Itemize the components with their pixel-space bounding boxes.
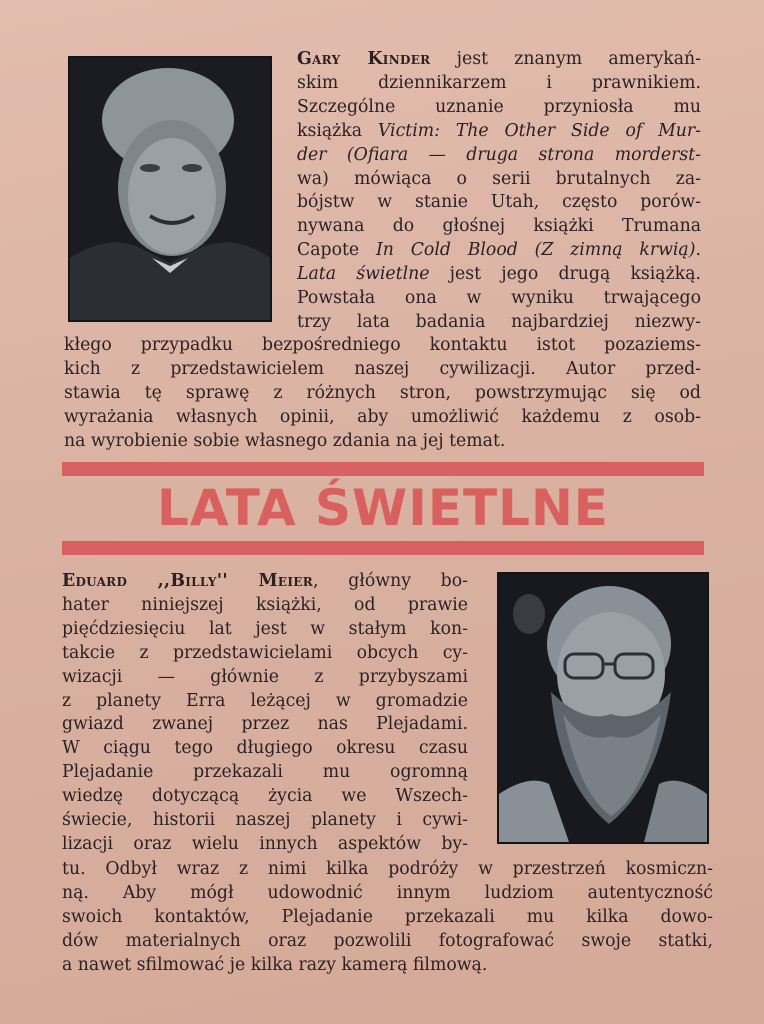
subject-photo: [497, 572, 709, 844]
bio-line: książka Victim: The Other Side of Mur-: [297, 120, 701, 141]
title-rule-bottom: [62, 541, 704, 555]
bio-line: Eduard ,,Billy'' Meier, główny bo-: [62, 571, 468, 591]
gary-kinder-portrait: [70, 58, 270, 320]
bio-line: Lata świetlne jest jego drugą książką.: [297, 264, 701, 285]
bio-line: nywana do głośnej książki Trumana: [297, 216, 701, 237]
author-bio-top: [297, 48, 701, 335]
bio-line: takcie z przedstawicielami obcych cy-: [62, 642, 468, 663]
subject-name: Eduard ,,Billy'' Meier: [62, 571, 313, 591]
bio-line: wyrażania własnych opinii, aby umożliwić każdemu z osob-: [64, 406, 701, 427]
author-name: Gary Kinder: [297, 49, 431, 69]
bio-line: lizacji oraz wielu innych aspektów by-: [62, 833, 468, 854]
subject-bio-top: [62, 570, 468, 857]
bio-line: trzy lata badania najbardziej niezwy-: [297, 311, 701, 332]
bio-line: skim dziennikarzem i prawnikiem.: [297, 72, 701, 93]
book-title-victim: Victim: The Other Side of Mur-: [377, 120, 701, 141]
bio-line: wiedzę dotyczącą życia we Wszech-: [62, 786, 468, 807]
bio-line: tu. Odbył wraz z nimi kilka podróży w przestrzeń kosmiczn-: [62, 859, 713, 879]
bio-line: kłego przypadku bezpośredniego kontaktu istot pozaziems-: [64, 335, 701, 355]
bio-line: na wyrobienie sobie własnego zdania na jej temat.: [64, 430, 506, 451]
bio-line: hater niniejszej książki, od prawie: [62, 594, 468, 615]
bio-line: wizacji — głównie z przybyszami: [62, 666, 468, 687]
author-photo: [68, 56, 272, 322]
bio-line: Plejadanie przekazali mu ogromną: [62, 762, 468, 783]
bio-line: Szczególne uznanie przyniosła mu: [297, 96, 701, 117]
bio-line: W ciągu tego długiego okresu czasu: [62, 738, 468, 759]
bio-line: pięćdziesięciu lat jest w stałym kon-: [62, 618, 468, 639]
bio-line: Powstała ona w wyniku trwającego: [297, 288, 701, 309]
bio-line: świecie, historii naszej planety i cywi-: [62, 810, 468, 831]
bio-line: der (Ofiara — druga strona morderst-: [297, 144, 701, 165]
book-title-z-zimna-krwia: (Z zimną krwią): [534, 240, 696, 261]
book-title-in-cold-blood: In Cold Blood: [375, 240, 518, 261]
book-title: LATA ŚWIETLNE: [157, 479, 609, 537]
book-title-ofiara: Ofiara — druga strona morderst-: [353, 144, 701, 165]
bio-line: swoich kontaktów, Plejadanie przekazali mu kilka dowo-: [62, 906, 713, 927]
bio-line: Capote In Cold Blood (Z zimną krwią).: [297, 240, 701, 261]
bio-line: dów materialnych oraz pozwolili fotografować swoje statki,: [62, 930, 713, 951]
bio-line: wa) mówiąca o serii brutalnych za-: [297, 168, 701, 189]
bio-line: ną. Aby mógł udowodnić innym ludziom autentyczność: [62, 882, 713, 903]
bio-line: kich z przedstawicielem naszej cywilizacji. Autor przed-: [64, 358, 701, 379]
bio-line: a nawet sfilmować je kilka razy kamerą filmową.: [62, 954, 488, 975]
bio-line: z planety Erra leżącej w gromadzie: [62, 690, 468, 711]
book-title-lata-swietlne: Lata świetlne: [297, 264, 430, 285]
billy-meier-portrait: [499, 574, 707, 842]
author-bio-bottom: [64, 334, 701, 454]
bio-line: bójstw w stanie Utah, często porów-: [297, 192, 701, 213]
title-rule-top: [62, 462, 704, 476]
bio-line: stawia tę sprawę z różnych stron, powstrzymując się od: [64, 382, 701, 403]
bio-line: Gary Kinder jest znanym amerykań-: [297, 49, 702, 69]
bio-line: gwiazd zwanej przez nas Plejadami.: [62, 714, 468, 735]
subject-bio-bottom: [62, 858, 713, 978]
